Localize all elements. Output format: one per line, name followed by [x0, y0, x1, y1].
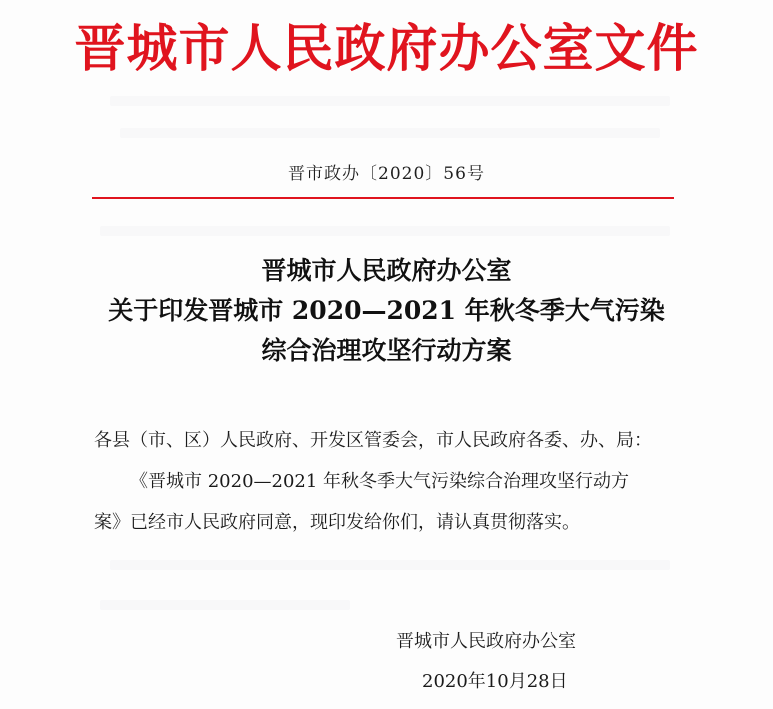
paragraph-line-1: 《晋城市 2020—2021 年秋冬季大气污染综合治理攻坚行动方	[130, 471, 630, 492]
document-body	[94, 420, 694, 543]
show-through-line	[100, 600, 350, 610]
signature-block	[396, 622, 576, 702]
document-title	[0, 251, 773, 371]
document-title-line-3: 综合治理攻坚行动方案	[261, 336, 512, 365]
letterhead-title: 晋城市人民政府办公室文件	[74, 19, 699, 79]
show-through-line	[110, 560, 670, 570]
show-through-line	[110, 96, 670, 106]
document-title-line-1: 晋城市人民政府办公室	[261, 256, 512, 285]
document-number: 晋市政办〔2020〕56号	[288, 164, 485, 184]
show-through-line	[120, 128, 660, 138]
show-through-line	[100, 226, 670, 236]
addressee-line: 各县（市、区）人民政府、开发区管委会，市人民政府各委、办、局：	[94, 430, 652, 451]
paragraph-line-2: 案》已经市人民政府同意，现印发给你们，请认真贯彻落实。	[94, 512, 580, 533]
issuing-authority: 晋城市人民政府办公室	[396, 631, 576, 652]
document-title-line-2: 关于印发晋城市 2020—2021 年秋冬季大气污染	[108, 296, 665, 325]
issue-date: 2020年10月28日	[422, 671, 568, 692]
letterhead-red-rule	[92, 197, 674, 199]
